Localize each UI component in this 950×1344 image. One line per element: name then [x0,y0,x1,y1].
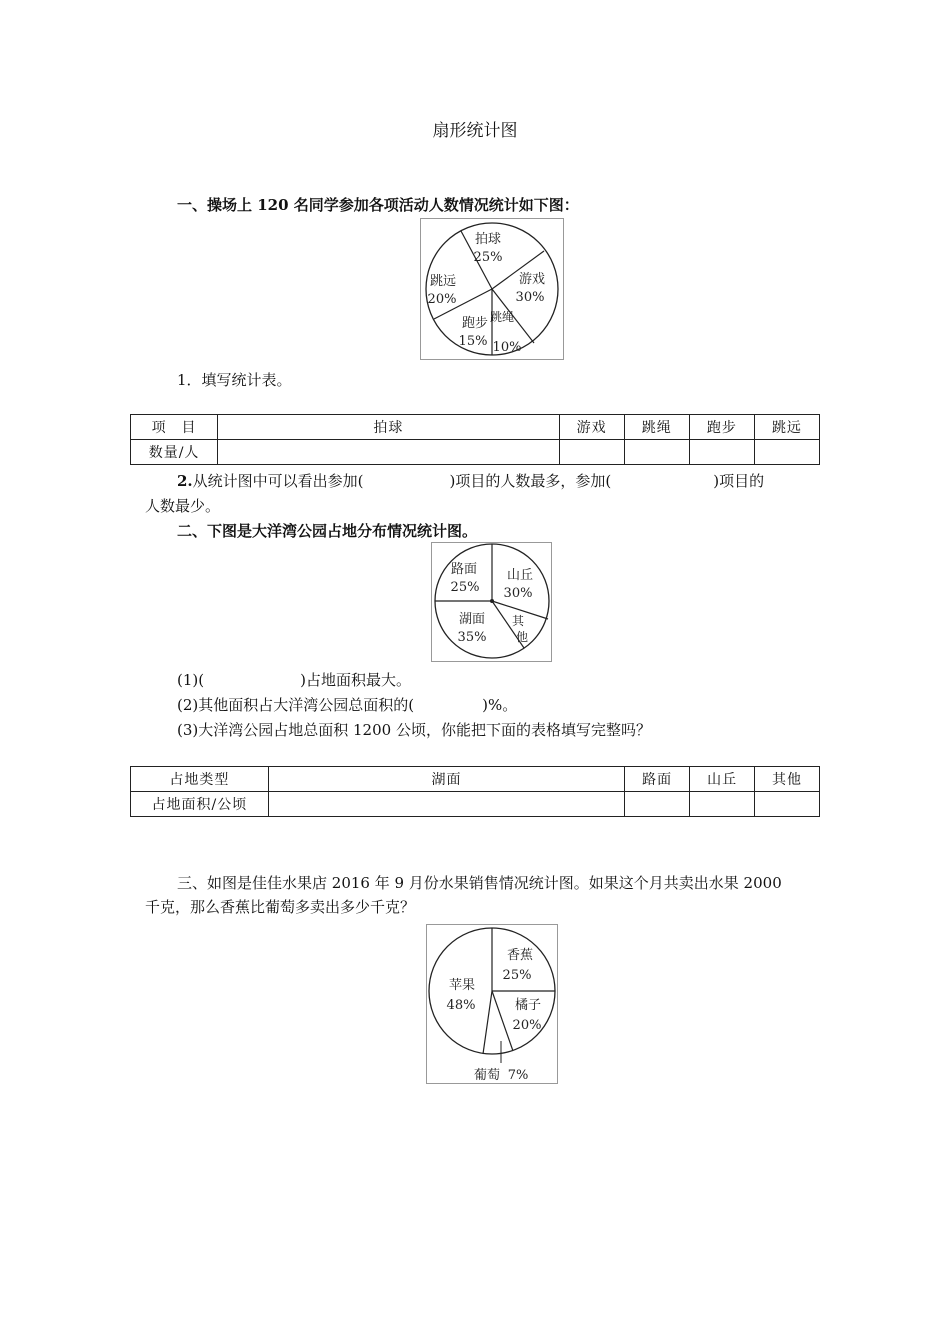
slice-label: 路面 [450,562,478,577]
slice-value: 25% [502,968,532,983]
answer-cell[interactable] [625,792,690,817]
slice-value: 15% [458,334,488,349]
section-1-q2-line1 [177,470,764,491]
q2-text: 从统计图中可以看出参加( [192,472,364,490]
q-text: (2)其他面积占大洋湾公园总面积的( [177,696,415,714]
slice-label: 苹果 [448,978,476,993]
table-header-cell: 跑步 [689,415,754,440]
answer-cell[interactable] [754,440,819,465]
slice-value: 10% [492,340,522,355]
slice-divider [492,991,513,1051]
table-row-label: 数量/人 [131,440,218,465]
slice-value: 25% [473,250,503,265]
answer-cell[interactable] [559,440,624,465]
slice-label: 游戏 [518,272,546,287]
table-header-cell: 拍球 [218,415,559,440]
table-header-cell: 跳远 [754,415,819,440]
slice-value: 20% [427,292,457,307]
table-header-cell: 项 目 [131,415,218,440]
answer-cell[interactable] [624,440,689,465]
section-2-heading: 二、下图是大洋湾公园占地分布情况统计图。 [177,522,478,540]
section-2-q2 [177,694,517,715]
pie-chart-activities [420,218,564,360]
table-header-cell: 湖面 [268,767,624,792]
slice-label: 山丘 [506,568,534,583]
section-2-q3: (3)大洋湾公园占地总面积 1200 公顷，你能把下面的表格填写完整吗？ [177,721,651,739]
answer-cell[interactable] [268,792,624,817]
section-1-q1: 1．填写统计表。 [177,371,292,389]
pie-chart-fruit [426,924,558,1084]
section-1-q2-line2: 人数最少。 [145,497,221,515]
slice-divider [483,991,492,1054]
answer-cell[interactable] [690,792,755,817]
q2-text: )项目的 [713,472,765,490]
slice-label: 橘子 [514,998,542,1013]
slice-label-char: 他 [515,630,529,644]
park-table [130,766,820,817]
answer-cell[interactable] [218,440,559,465]
q-text: (1)( [177,671,205,689]
slice-label: 跑步 [461,316,489,331]
slice-label: 葡萄 [473,1068,501,1083]
answer-cell[interactable] [689,440,754,465]
table-header-cell: 其他 [755,767,820,792]
table-header-cell: 游戏 [559,415,624,440]
slice-label: 跳绳 [489,310,515,324]
table-header-cell: 山丘 [690,767,755,792]
q2-number: 2. [177,472,193,490]
table-header-cell: 占地类型 [131,767,269,792]
slice-label: 拍球 [474,232,502,247]
slice-value: 30% [515,290,545,305]
section-3-line1: 三、如图是佳佳水果店 2016 年 9 月份水果销售情况统计图。如果这个月共卖出水果 2000 [177,874,782,892]
q-text: )%。 [482,696,518,714]
q-text: )占地面积最大。 [300,671,411,689]
section-3-line2: 千克，那么香蕉比葡萄多卖出多少千克？ [145,898,416,916]
slice-value: 20% [512,1018,542,1033]
slice-value: 35% [457,630,487,645]
table-row [131,792,820,817]
table-header-row [131,767,820,792]
page-title: 扇形统计图 [432,121,518,141]
table-header-row [131,415,820,440]
slice-label-char: 其 [511,614,525,628]
table-row [131,440,820,465]
activity-table [130,414,820,465]
section-1-heading: 一、操场上 120 名同学参加各项活动人数情况统计如下图： [177,196,579,214]
slice-value: 48% [446,998,476,1013]
q2-text: )项目的人数最多，参加( [449,472,612,490]
slice-label: 湖面 [458,612,486,627]
table-row-label: 占地面积/公顷 [131,792,269,817]
answer-cell[interactable] [755,792,820,817]
table-header-cell: 路面 [625,767,690,792]
center-dot [490,599,494,603]
slice-value: 30% [503,586,533,601]
slice-label: 跳远 [429,274,457,289]
table-header-cell: 跳绳 [624,415,689,440]
slice-value: 25% [450,580,480,595]
slice-value: 7% [507,1068,529,1083]
pie-chart-park [431,542,552,662]
section-2-q1 [177,669,411,690]
slice-label: 香蕉 [506,948,534,963]
